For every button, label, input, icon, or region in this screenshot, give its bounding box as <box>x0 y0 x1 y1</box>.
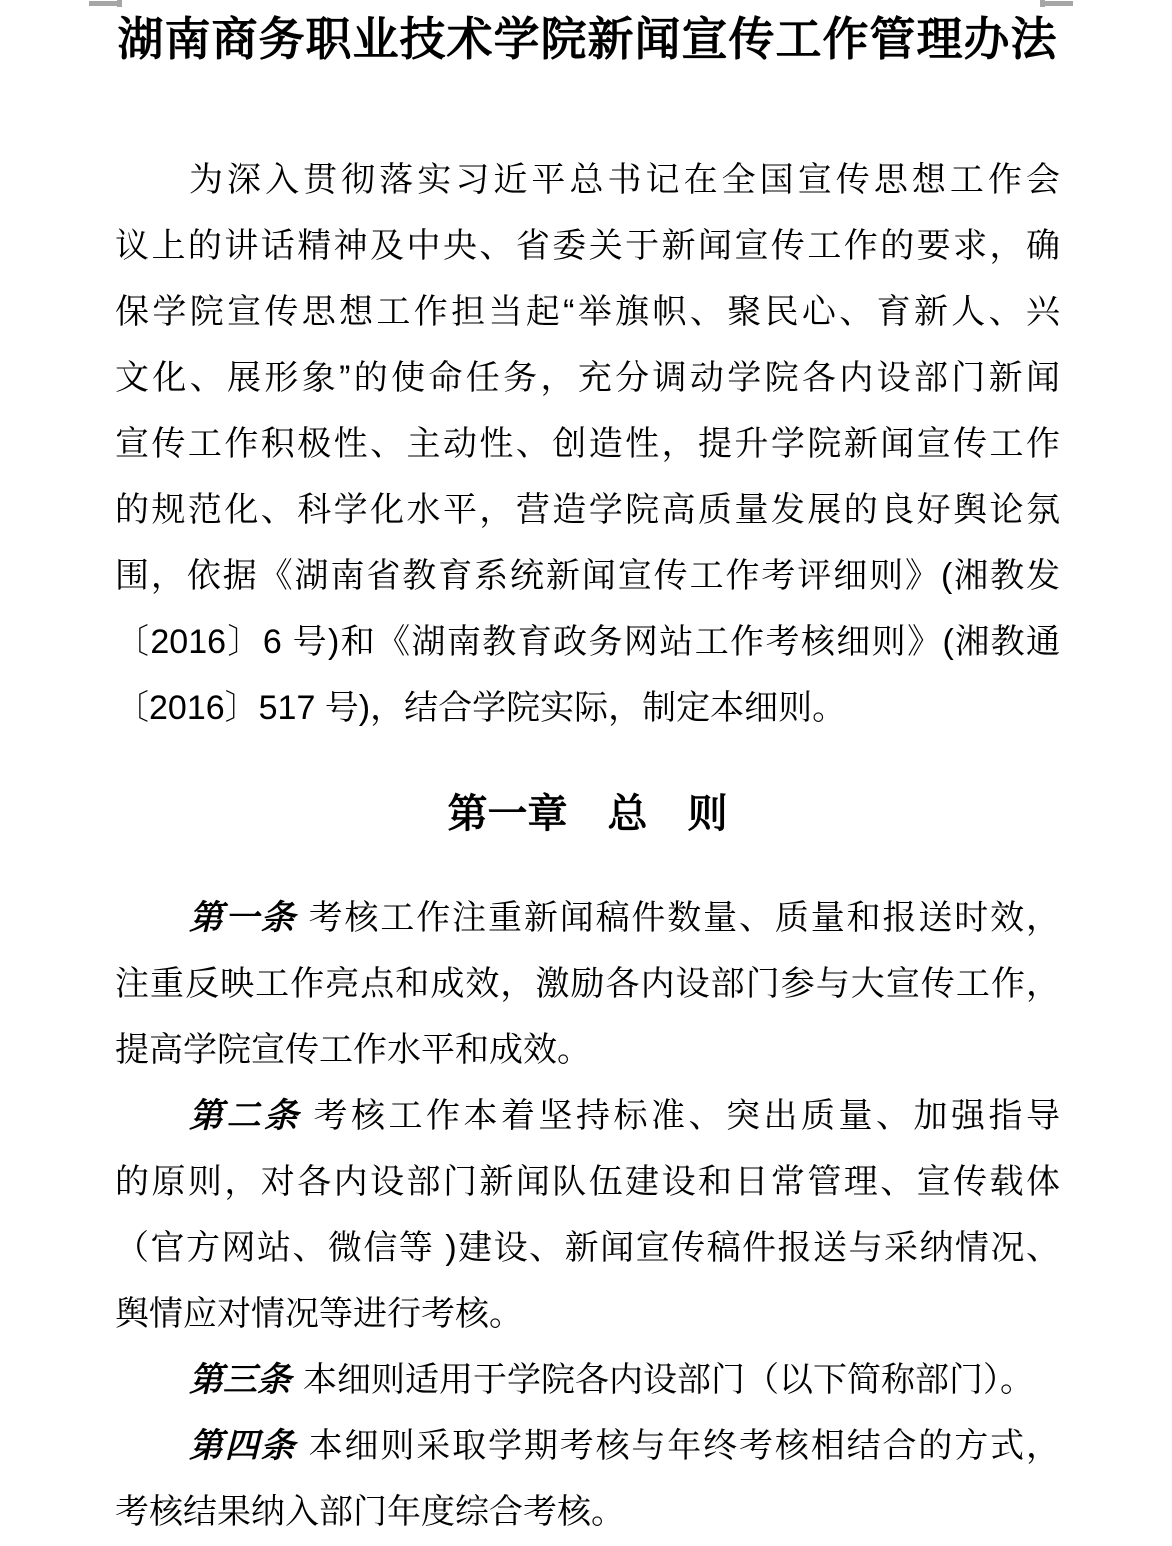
article-line: （官方网站、微信等 )建设、新闻宣传稿件报送与采纳情况、 <box>115 1229 1060 1267</box>
document-body <box>115 147 1060 1545</box>
chapter-heading: 第一章 总 则 <box>447 791 728 836</box>
intro-line: 的规范化、科学化水平，营造学院高质量发展的良好舆论氛 <box>115 491 1060 529</box>
intro-line: 〔2016〕517 号)，结合学院实际，制定本细则。 <box>115 689 847 727</box>
intro-line: 为深入贯彻落实习近平总书记在全国宣传思想工作会 <box>189 161 1060 199</box>
article-line <box>115 885 1060 951</box>
intro-line: 文化、展形象”的使命任务，充分调动学院各内设部门新闻 <box>115 359 1060 397</box>
article-line: 舆情应对情况等进行考核。 <box>115 1295 523 1333</box>
article-line: 提高学院宣传工作水平和成效。 <box>115 1031 591 1069</box>
article-4-label: 第四条 <box>189 1428 297 1465</box>
intro-line: 保学院宣传思想工作担当起“举旗帜、聚民心、育新人、兴 <box>115 293 1060 331</box>
document-title: 湖南商务职业技术学院新闻宣传工作管理办法 <box>117 14 1058 65</box>
article-text: 本细则适用于学院各内设部门（以下简称部门）。 <box>303 1361 1034 1399</box>
article-text: 考核工作本着坚持标准、突出质量、加强指导 <box>313 1097 1060 1135</box>
article-3-label: 第三条 <box>189 1362 291 1399</box>
article-text: 考核工作注重新闻稿件数量、质量和报送时效， <box>308 899 1060 937</box>
intro-line: 宣传工作积极性、主动性、创造性，提升学院新闻宣传工作 <box>115 425 1060 463</box>
article-line: 的原则，对各内设部门新闻队伍建设和日常管理、宣传载体 <box>115 1163 1060 1201</box>
article-2-label: 第二条 <box>189 1098 302 1135</box>
intro-line: 围，依据《湖南省教育系统新闻宣传工作考评细则》(湘教发 <box>115 557 1060 595</box>
article-1-label: 第一条 <box>189 900 297 937</box>
article-line <box>115 1083 1060 1149</box>
intro-line: 议上的讲话精神及中央、省委关于新闻宣传工作的要求，确 <box>115 227 1060 265</box>
article-line: 考核结果纳入部门年度综合考核。 <box>115 1493 625 1531</box>
intro-line: 〔2016〕6 号)和《湖南教育政务网站工作考核细则》(湘教通 <box>115 623 1060 661</box>
article-text: 本细则采取学期考核与年终考核相结合的方式， <box>308 1427 1060 1465</box>
article-line <box>115 1413 1060 1479</box>
article-line <box>115 1347 1060 1413</box>
article-line: 注重反映工作亮点和成效，激励各内设部门参与大宣传工作， <box>115 965 1060 1003</box>
